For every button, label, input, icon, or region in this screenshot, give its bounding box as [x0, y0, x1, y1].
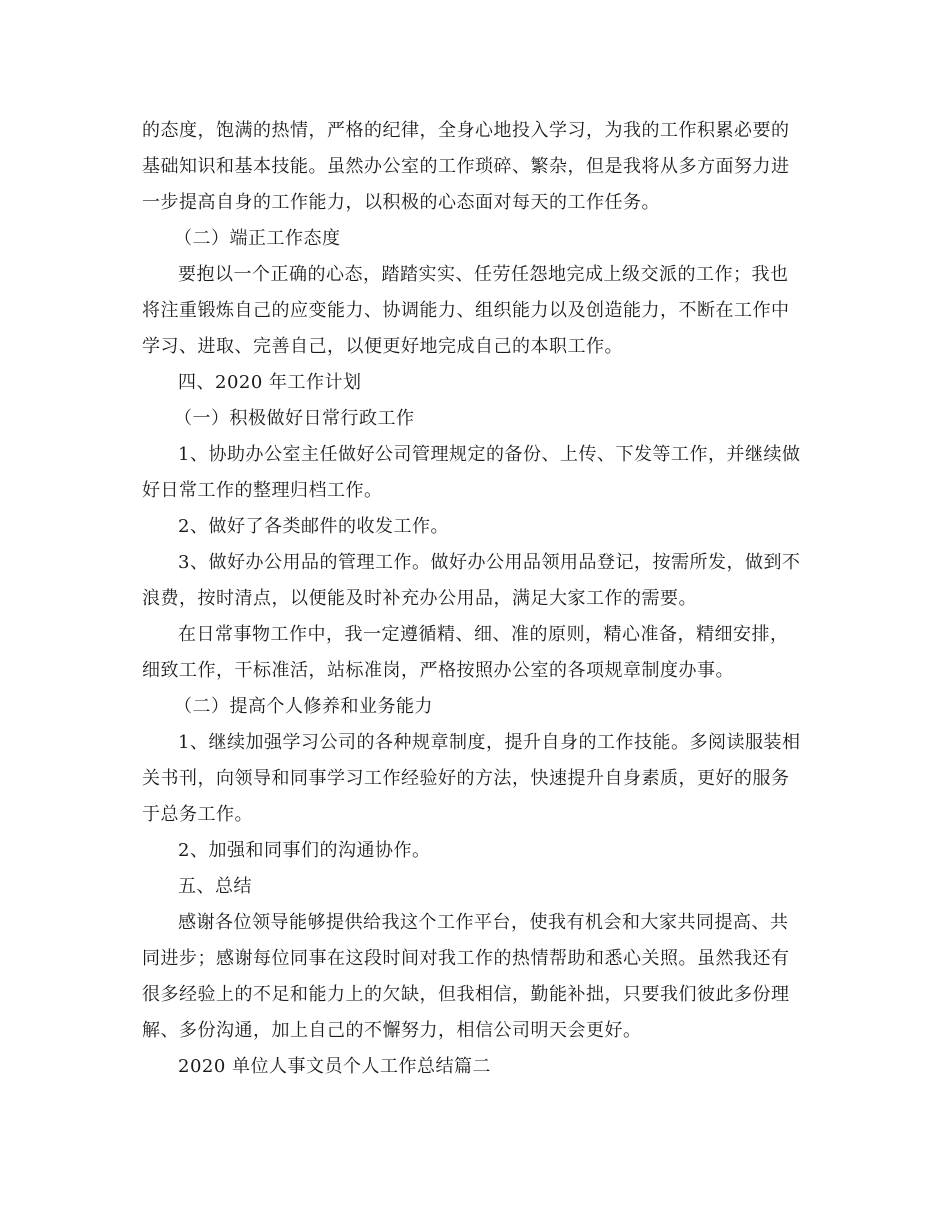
section-subheading: （二）提高个人修养和业务能力 [174, 696, 433, 717]
paragraph-line: 同进步；感谢每位同事在这段时间对我工作的热情帮助和悉心关照。虽然我还有 [142, 948, 790, 969]
paragraph-line: 学习、进取、完善自己，以便更好地完成自己的本职工作。 [142, 336, 623, 357]
paragraph-line: 1、协助办公室主任做好公司管理规定的备份、上传、下发等工作，并继续做 [178, 444, 801, 465]
paragraph-line: 2、做好了各类邮件的收发工作。 [178, 516, 449, 537]
section-subheading: （二）端正工作态度 [174, 228, 341, 249]
paragraph-line: 解、多份沟通，加上自己的不懈努力，相信公司明天会更好。 [142, 1020, 642, 1041]
paragraph-line: 3、做好办公用品的管理工作。做好办公用品领用品登记，按需所发，做到不 [178, 552, 801, 573]
paragraph-line: 1、继续加强学习公司的各种规章制度，提升自身的工作技能。多阅读服装相 [178, 732, 801, 753]
section-subheading: （一）积极做好日常行政工作 [174, 408, 415, 429]
paragraph-line: 要抱以一个正确的心态，踏踏实实、任劳任怨地完成上级交派的工作；我也 [178, 264, 789, 285]
paragraph-line: 的态度，饱满的热情，严格的纪律，全身心地投入学习，为我的工作积累必要的 [142, 120, 790, 141]
paragraph-line: 很多经验上的不足和能力上的欠缺，但我相信，勤能补拙，只要我们彼此多份理 [142, 984, 790, 1005]
paragraph-line: 好日常工作的整理归档工作。 [142, 480, 383, 501]
paragraph-line: 关书刊，向领导和同事学习工作经验好的方法，快速提升自身素质，更好的服务 [142, 768, 790, 789]
paragraph-line: 一步提高自身的工作能力，以积极的心态面对每天的工作任务。 [142, 192, 660, 213]
paragraph-line: 浪费，按时清点，以便能及时补充办公用品，满足大家工作的需要。 [142, 588, 697, 609]
section-heading: 四、2020 年工作计划 [178, 372, 362, 393]
paragraph-line: 在日常事物工作中，我一定遵循精、细、准的原则，精心准备，精细安排， [178, 624, 789, 645]
paragraph-line: 基础知识和基本技能。虽然办公室的工作琐碎、繁杂，但是我将从多方面努力进 [142, 156, 790, 177]
article-title: 2020 单位人事文员个人工作总结篇二 [178, 1056, 492, 1077]
paragraph-line: 感谢各位领导能够提供给我这个工作平台，使我有机会和大家共同提高、共 [178, 912, 789, 933]
paragraph-line: 将注重锻炼自己的应变能力、协调能力、组织能力以及创造能力，不断在工作中 [142, 300, 790, 321]
paragraph-line: 2、加强和同事们的沟通协作。 [178, 840, 431, 861]
paragraph-line: 于总务工作。 [142, 804, 253, 825]
paragraph-line: 细致工作，干标准活，站标准岗，严格按照办公室的各项规章制度办事。 [142, 660, 734, 681]
section-heading: 五、总结 [178, 876, 252, 897]
